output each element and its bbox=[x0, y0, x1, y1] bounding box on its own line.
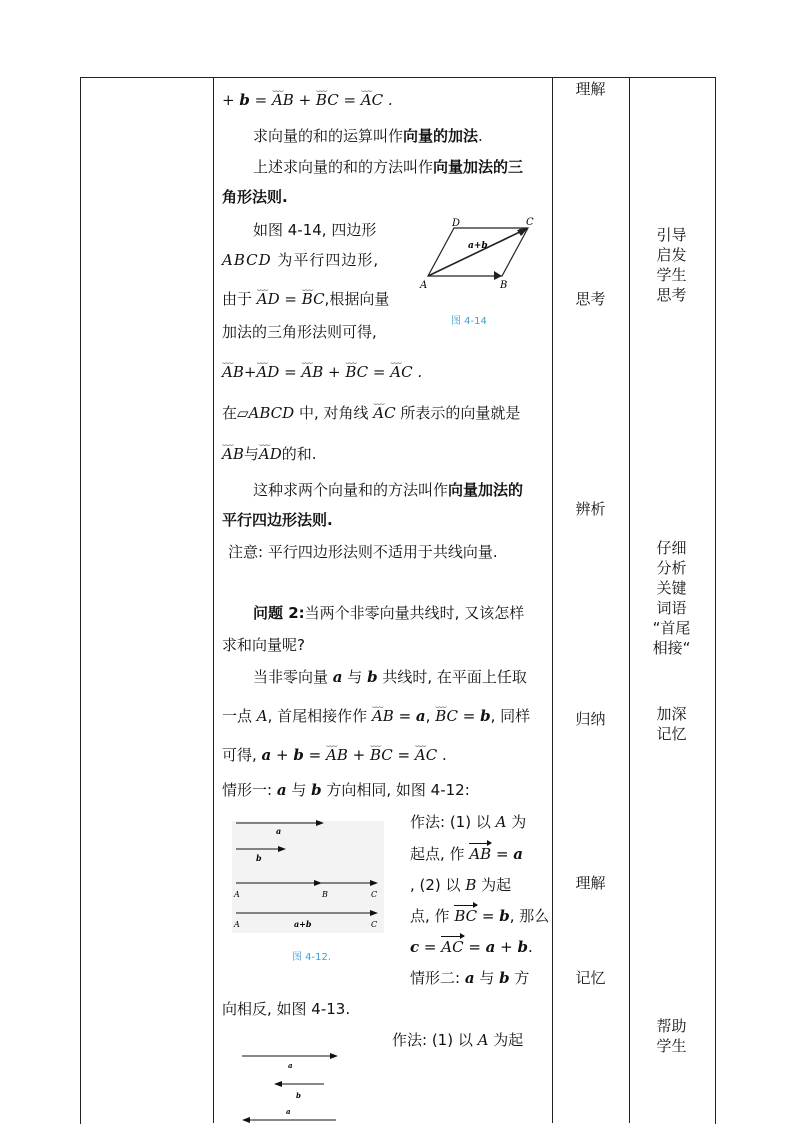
paragraph-fig14-line3: 由于 ⌣⌣⌣ AD = ⌣⌣⌣ BC,根据向量 bbox=[222, 289, 389, 309]
case-1-heading: 情形一: a 与 b 方向相同, 如图 4-12: bbox=[222, 781, 470, 799]
fig13-b: b bbox=[296, 1091, 301, 1100]
fig12-a: a bbox=[276, 826, 282, 836]
activity-understand: 理解 bbox=[575, 80, 606, 98]
case-2-heading: 情形二: a 与 b 方 bbox=[410, 969, 530, 987]
intent-deepen: 加深 记忆 bbox=[656, 705, 687, 743]
fig13-a2: a bbox=[286, 1107, 291, 1116]
case-1-method-line1: 作法: (1) 以 A 为 bbox=[410, 813, 527, 831]
paragraph-fig14-line2: ABCD 为平行四边形, bbox=[222, 251, 380, 269]
paragraph-diagonal-line1: 在▱ABCD 中, 对角线 ⌣⌣⌣ AC 所表示的向量就是 bbox=[222, 403, 520, 423]
fig14-label-A: A bbox=[420, 280, 428, 291]
fig12-A2: A bbox=[234, 920, 240, 929]
figure-4-13 bbox=[236, 1048, 356, 1123]
paragraph-addition-definition: 求向量的和的运算叫作向量的加法. bbox=[253, 127, 483, 145]
formula-parallelogram: ⌣⌣⌣ AB+⌣⌣⌣ AD = ⌣⌣⌣ AB + ⌣⌣⌣ BC = ⌣⌣⌣ AC . bbox=[222, 362, 422, 382]
column-divider-1 bbox=[213, 77, 214, 1123]
case-2-method-line1: 作法: (1) 以 A 为起 bbox=[392, 1031, 524, 1049]
activity-memorize: 记忆 bbox=[575, 969, 606, 987]
paragraph-parallelogram-rule-cont: 平行四边形法则. bbox=[222, 511, 333, 529]
paragraph-collinear-line3: 可得, a + b = ⌣⌣⌣ AB + ⌣⌣⌣ BC = ⌣⌣⌣ AC . bbox=[222, 745, 447, 765]
paragraph-fig14-line1: 如图 4-14, 四边形 bbox=[253, 221, 377, 239]
paragraph-triangle-rule-cont: 角形法则. bbox=[222, 188, 288, 206]
figure-4-14 bbox=[416, 214, 546, 326]
fig12-caption: 图 4-12. bbox=[292, 952, 332, 963]
formula-top: + b = ⌣⌣⌣ AB + ⌣⌣⌣ BC = ⌣⌣⌣ AC . bbox=[222, 90, 393, 110]
intent-help: 帮助 学生 bbox=[656, 1017, 687, 1055]
paragraph-parallelogram-rule: 这种求两个向量和的方法叫作向量加法的 bbox=[253, 481, 524, 499]
figure-4-12 bbox=[230, 815, 390, 935]
activity-distinguish: 辨析 bbox=[575, 500, 606, 518]
lesson-table bbox=[80, 77, 716, 1124]
question-2-line1: 问题 2:当两个非零向量共线时, 又该怎样 bbox=[253, 604, 525, 622]
paragraph-collinear-line2: 一点 A, 首尾相接作作 ⌣⌣⌣ AB = a, ⌣⌣⌣ BC = b, 同样 bbox=[222, 706, 530, 726]
fig12-ab: a+b bbox=[294, 919, 312, 929]
fig14-label-ab: a+b bbox=[468, 241, 488, 251]
fig14-label-D: D bbox=[452, 218, 461, 229]
question-2-line2: 求和向量呢? bbox=[222, 636, 305, 654]
paragraph-diagonal-line2: ⌣⌣⌣ AB与⌣⌣⌣ AD的和. bbox=[222, 444, 317, 464]
case-1-method-line2: 起点, 作 AB = a bbox=[410, 845, 524, 863]
fig12-B: B bbox=[322, 890, 328, 899]
activity-think: 思考 bbox=[575, 290, 606, 308]
fig12-C: C bbox=[371, 890, 378, 899]
fig13-a: a bbox=[288, 1061, 293, 1070]
intent-guide: 引导 启发 学生 思考 bbox=[656, 226, 687, 304]
paragraph-collinear-line1: 当非零向量 a 与 b 共线时, 在平面上任取 bbox=[253, 668, 527, 686]
case-1-method-line3: , (2) 以 B 为起 bbox=[410, 876, 512, 894]
note-collinear: 注意: 平行四边形法则不适用于共线向量. bbox=[228, 543, 498, 561]
fig14-label-B: B bbox=[500, 280, 508, 291]
case-2-heading-cont: 向相反, 如图 4-13. bbox=[222, 1000, 351, 1018]
activity-summarize: 归纳 bbox=[575, 710, 606, 728]
activity-understand-2: 理解 bbox=[575, 874, 606, 892]
case-1-method-line5: c = AC = a + b. bbox=[410, 938, 533, 956]
case-1-method-line4: 点, 作 BC = b, 那么 bbox=[410, 907, 550, 925]
fig12-C2: C bbox=[371, 920, 378, 929]
fig12-A: A bbox=[234, 890, 240, 899]
column-divider-2 bbox=[552, 77, 553, 1123]
fig14-label-C: C bbox=[526, 217, 534, 228]
fig12-b: b bbox=[256, 853, 262, 863]
intent-analyze: 仔细 分析 关键 词语 “首尾 相接“ bbox=[652, 539, 691, 657]
paragraph-triangle-rule: 上述求向量的和的方法叫作向量加法的三 bbox=[253, 158, 524, 176]
fig14-caption: 图 4-14 bbox=[451, 316, 487, 327]
paragraph-fig14-line4: 加法的三角形法则可得, bbox=[222, 323, 377, 341]
